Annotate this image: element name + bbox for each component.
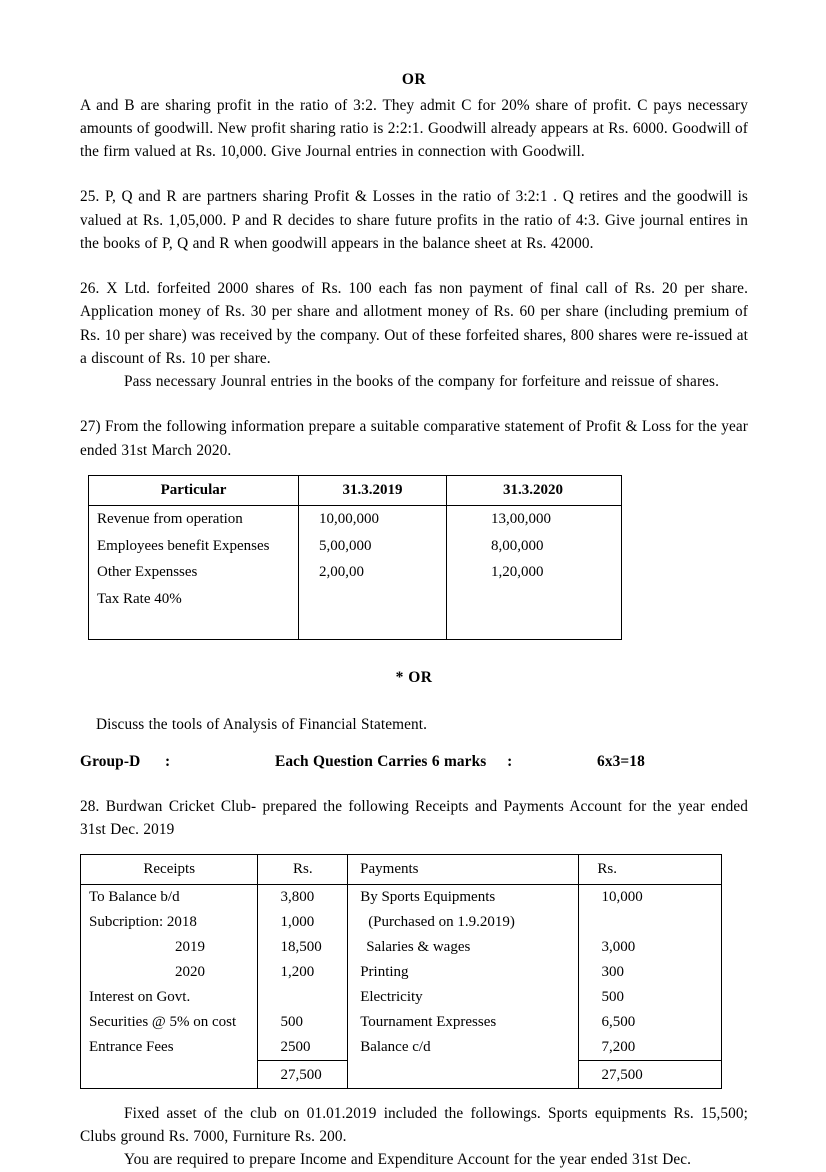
cell-particular: Revenue from operation <box>89 506 299 533</box>
column-header-2020: 31.3.2020 <box>503 481 563 498</box>
page-content <box>80 72 748 1172</box>
cell-2019 <box>307 591 319 607</box>
question-26-subtext: Pass necessary Jounral entries in the books of the company for forfeiture and reissue of shares. <box>124 373 720 390</box>
table-row <box>81 960 721 985</box>
cell-2019: 2,00,00 <box>319 564 364 581</box>
question-28-note-2: You are required to prepare Income and Expenditure Account for the year ended 31st Dec. <box>124 1151 692 1169</box>
cell-payment: Salaries & wages <box>366 939 471 956</box>
cell-payment-amount: 10,000 <box>601 889 643 906</box>
spacer <box>80 640 748 670</box>
cell-receipt: Interest on Govt. <box>89 989 191 1006</box>
table-row <box>89 559 621 586</box>
cell-payment: Printing <box>360 964 409 981</box>
cell-payment: Electricity <box>360 989 423 1006</box>
spacer <box>80 255 748 277</box>
table-row <box>89 586 621 613</box>
question-26-text: 26. X Ltd. forfeited 2000 shares of Rs. 100 each fas non payment of final call of Rs. 20 per share. Application money of Rs. 30 per share and allotment money of Rs. 60 per share (including premium of Rs. 10 per share) was received by the company. Out of these forfeited shares, 800 shares were re-issued at a discount of Rs. 10 per share. <box>80 280 748 367</box>
cell-total-payment-label <box>348 1060 579 1088</box>
spacer <box>80 841 748 854</box>
cell-particular: Other Expensses <box>89 559 299 586</box>
table-row <box>81 1010 721 1035</box>
cell-receipt: To Balance b/d <box>89 889 180 906</box>
column-header-2019: 31.3.2019 <box>299 476 447 506</box>
cell-total-receipt-amount: 27,500 <box>280 1066 322 1083</box>
cell-payment: Balance c/d <box>360 1038 431 1055</box>
question-27-or-text: Discuss the tools of Analysis of Financial Statement. <box>96 716 427 734</box>
question-25-text: 25. P, Q and R are partners sharing Profit & Losses in the ratio of 3:2:1 . Q retires and the goodwill is valued at Rs. 1,05,000. P and R decides to share future profits in the ratio of 4:3. Give journal entires in the books of P, Q and R when goodwill appears in the balance sheet at Rs. 42000. <box>80 188 748 252</box>
cell-receipt-amount: 3,800 <box>280 889 315 906</box>
cell-payment-amount: 500 <box>601 989 624 1006</box>
column-header-payments-rs: Rs. <box>597 861 617 878</box>
column-header-particular: Particular <box>89 476 299 506</box>
spacer <box>80 163 748 185</box>
table-row <box>89 506 621 533</box>
table-total-row <box>81 1060 721 1088</box>
cell-particular: Employees benefit Expenses <box>89 533 299 560</box>
cell-receipt-amount: 1,000 <box>280 914 315 931</box>
cell-receipt: 2020 <box>175 964 205 981</box>
or-heading-top: OR <box>401 71 427 88</box>
cell-particular: Tax Rate 40% <box>89 586 299 613</box>
comparative-statement-table <box>88 475 622 640</box>
spacer <box>80 393 748 415</box>
cell-2019 <box>299 612 447 639</box>
cell-payment-amount: 6,500 <box>601 1014 636 1031</box>
cell-payment-amount: 300 <box>601 964 624 981</box>
cell-payment-amount: 7,200 <box>601 1038 636 1055</box>
spacer <box>80 1089 748 1102</box>
table-body <box>81 885 721 1060</box>
cell-2020: 8,00,000 <box>491 537 544 554</box>
cell-receipt: 2019 <box>175 939 205 956</box>
table-header-row <box>89 476 621 507</box>
cell-payment: Tournament Expresses <box>360 1014 497 1031</box>
question-28-text: 28. Burdwan Cricket Club- prepared the following Receipts and Payments Account for the year ended 31st Dec. 2019 <box>80 797 748 839</box>
cell-2019: 5,00,000 <box>319 537 372 554</box>
or-heading-second: * OR <box>395 668 433 686</box>
spacer <box>80 691 748 713</box>
table-row <box>81 985 721 1010</box>
column-header-payments: Payments <box>348 855 579 884</box>
column-header-receipts-rs: Rs. <box>258 855 348 884</box>
group-d-label: Group-D <box>80 752 141 770</box>
cell-receipt-amount <box>266 989 284 1005</box>
table-header-row <box>81 855 721 885</box>
receipts-payments-table <box>80 854 722 1088</box>
question-24-or-text: A and B are sharing profit in the ratio of 3:2. They admit C for 20% share of profit. C pays necessary amounts of goodwill. New profit sharing ratio is 2:2:1. Goodwill already appears at Rs. 6000. Goodwill of the firm valued at Rs. 10,000. Give Journal entries in connection with Goodwill. <box>80 96 748 160</box>
cell-receipt-amount: 1,200 <box>280 964 315 981</box>
spacer <box>80 737 748 750</box>
cell-total-receipt-label <box>81 1060 258 1088</box>
cell-2019: 10,00,000 <box>319 511 379 528</box>
cell-receipt-amount: 500 <box>280 1014 303 1031</box>
table-row <box>81 935 721 960</box>
cell-payment: By Sports Equipments <box>360 889 496 906</box>
spacer <box>80 773 748 795</box>
cell-receipt-amount: 18,500 <box>280 939 322 956</box>
cell-2020: 13,00,000 <box>491 511 551 528</box>
group-d-marks-calc: 6x3=18 <box>597 752 645 770</box>
table-row <box>81 910 721 935</box>
group-d-colon-1: : <box>165 752 171 770</box>
cell-receipt: Entrance Fees <box>89 1038 174 1055</box>
group-d-marks-text: Each Question Carries 6 marks <box>274 752 487 770</box>
question-27-text: 27) From the following information prepare a suitable comparative statement of Profit & Loss for the year ended 31st March 2020. <box>80 418 748 459</box>
cell-2020 <box>447 612 619 639</box>
table-row <box>89 533 621 560</box>
cell-receipt-amount: 2500 <box>280 1038 311 1055</box>
table-row <box>81 1035 721 1060</box>
cell-total-payment-amount: 27,500 <box>601 1066 643 1083</box>
group-d-colon-2: : <box>507 752 513 770</box>
spacer <box>80 462 748 475</box>
cell-payment-amount <box>587 914 601 930</box>
table-row <box>81 885 721 910</box>
group-d-line <box>80 750 748 773</box>
cell-particular <box>89 612 299 639</box>
cell-2020: 1,20,000 <box>491 564 544 581</box>
cell-receipt: Subcription: 2018 <box>89 914 197 931</box>
table-row-empty <box>89 612 621 639</box>
cell-receipt: Securities @ 5% on cost <box>89 1014 237 1031</box>
cell-payment: (Purchased on 1.9.2019) <box>368 914 515 931</box>
column-header-receipts: Receipts <box>81 855 258 884</box>
question-28-note-1: Fixed asset of the club on 01.01.2019 included the followings. Sports equipments Rs. 15,500; Clubs ground Rs. 7000, Furniture Rs. 200. <box>80 1104 748 1146</box>
cell-2020 <box>455 591 491 607</box>
cell-payment-amount: 3,000 <box>601 939 636 956</box>
